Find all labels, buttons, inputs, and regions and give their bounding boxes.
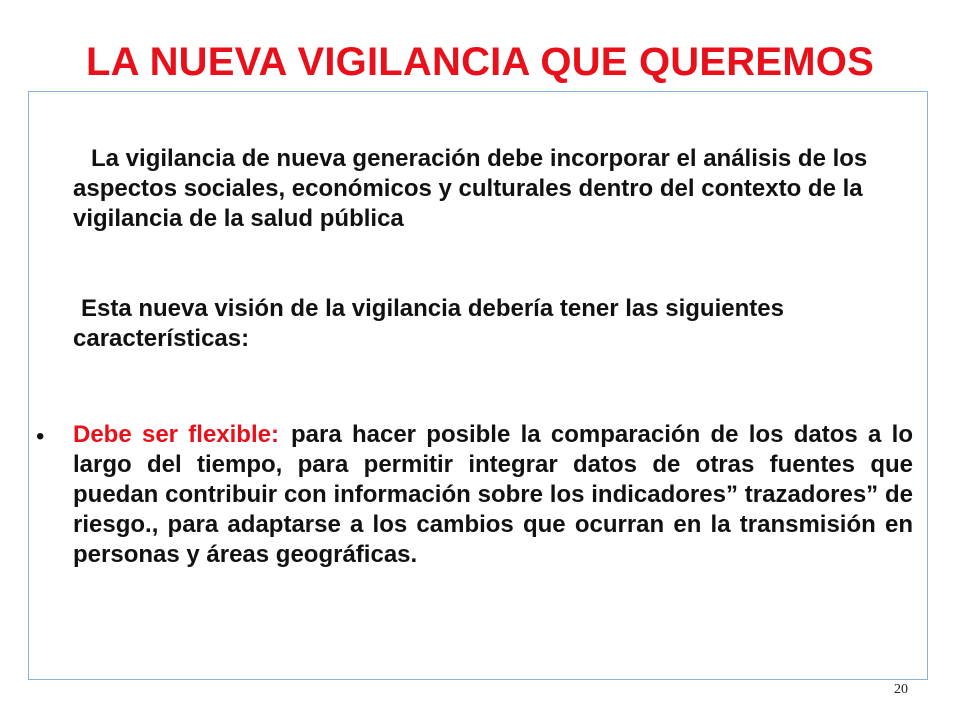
bullet-body-text: para hacer posible la comparación de los datos a lo largo del tiempo, para permitir integrar datos de otras fuentes que puedan contribuir con información sobre los indicadores” trazadores” de riesgo., para adaptarse a los cambios que ocurran en la transmisión en personas y áreas geográficas. [73, 421, 914, 568]
slide-title: LA NUEVA VIGILANCIA QUE QUEREMOS [86, 40, 874, 84]
intro-paragraph: La vigilancia de nueva generación debe incorporar el análisis de los aspectos sociales, económicos y culturales dentro del contexto de la vigilancia de la salud pública [73, 145, 868, 232]
characteristics-paragraph: Esta nueva visión de la vigilancia debería tener las siguientes características: [73, 295, 784, 352]
bullet-icon: • [36, 423, 45, 450]
bullet-text [73, 420, 913, 570]
bullet-lead-text: Debe ser flexible: [73, 421, 279, 448]
page-number: 20 [894, 682, 908, 697]
